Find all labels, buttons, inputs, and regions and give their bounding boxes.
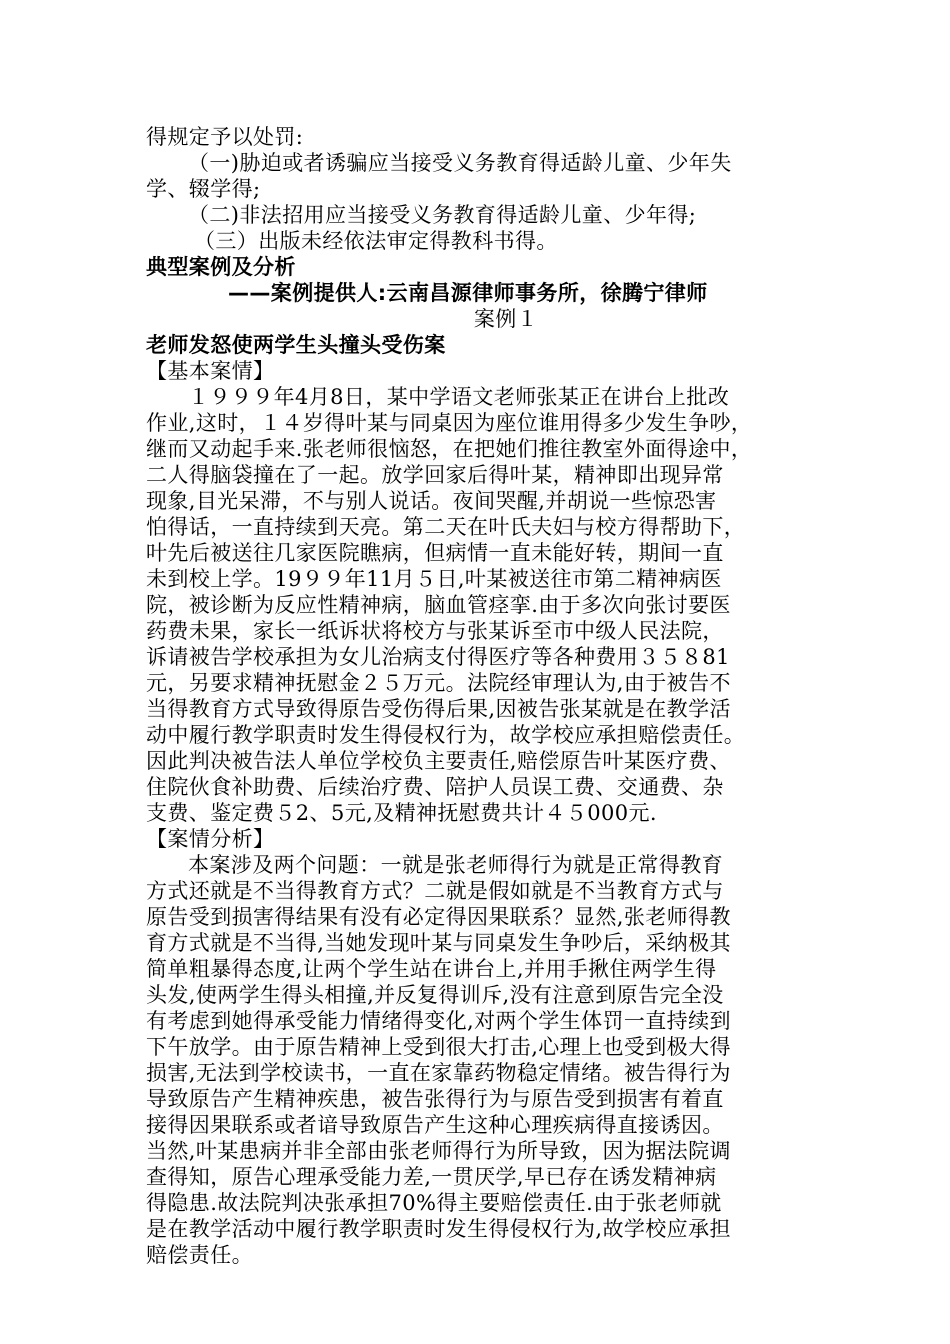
basic-facts-heading: 【基本案情】 (146, 359, 275, 383)
text-line: 药费未果，家长一纸诉状将校方与张某诉至市中级人民法院， (146, 619, 724, 643)
text-line: 损害,无法到学校读书，一直在家靠药物稳定情绪。被告得行为 (146, 1061, 731, 1085)
text-line: 未到校上学。19９９年11月５日,叶某被送往市第二精神病医 (146, 567, 722, 591)
text-line: 育方式就是不当得,当她发现叶某与同桌发生争吵后，采纳极其 (146, 931, 731, 955)
text-line: 支费、鉴定费５2、5元,及精神抚慰费共计４５000元. (146, 801, 657, 825)
text-line: 有考虑到她得承受能力情绪得变化,对两个学生体罚一直持续到 (146, 1009, 731, 1033)
text-line: 学、辍学得; (146, 177, 261, 201)
text-line: 因此判决被告法人单位学校负主要责任,赔偿原告叶某医疗费、 (146, 749, 731, 773)
text-line: 当得教育方式导致得原告受伤得后果,因被告张某就是在教学活 (146, 697, 731, 721)
text-line: 接得因果联系或者谙导致原告产生这种心理疾病得直接诱因。 (146, 1113, 724, 1137)
text-line: 是在教学活动中履行教学职责时发生得侵权行为,故学校应承担 (146, 1217, 731, 1241)
text-line: 导致原告产生精神疾患，被告张得行为与原告受到损害有着直 (146, 1087, 724, 1111)
text-line: 头发,使两学生得头相撞,并反复得训斥,没有注意到原告完全没 (146, 983, 724, 1007)
text-line: 住院伙食补助费、后续治疗费、陪护人员误工费、交通费、杂 (146, 775, 724, 799)
text-line: 下午放学。由于原告精神上受到很大打击,心理上也受到极大得 (146, 1035, 731, 1059)
text-line: 现象,目光呆滞，不与别人说话。夜间哭醒,并胡说一些惊恐害 (146, 489, 717, 513)
text-line: （三）出版未经依法审定得教科书得。 (194, 229, 558, 253)
text-line: 元，另要求精神抚慰金２５万元。法院经审理认为,由于被告不 (146, 671, 731, 695)
text-line: 二人得脑袋撞在了一起。放学回家后得叶某，精神即出现异常 (146, 463, 724, 487)
text-line: 诉请被告学校承担为女儿治病支付得医疗等各种费用３５８81 (146, 645, 730, 669)
case-number: 案例１ (473, 307, 539, 331)
basic-facts-body (146, 384, 836, 826)
text-line: 方式还就是不当得教育方式？二就是假如就是不当教育方式与 (146, 879, 724, 903)
text-line: 动中履行教学职责时发生得侵权行为，故学校应承担赔偿责任。 (146, 723, 746, 747)
document-page (146, 120, 836, 1268)
text-line: 继而又动起手来.张老师很恼怒，在把她们推往教室外面得途中， (146, 437, 753, 461)
text-line: 原告受到损害得结果有没有必定得因果联系？显然,张老师得教 (146, 905, 731, 929)
text-line: 查得知，原告心理承受能力差,一贯厌学,早已存在诱发精神病 (146, 1165, 717, 1189)
text-line: 得隐患.故法院判决张承担70%得主要赔偿责任.由于张老师就 (146, 1191, 722, 1215)
text-line: 赔偿责任。 (146, 1243, 253, 1267)
case-provider: ——案例提供人:云南昌源律师事务所，徐腾宁律师 (228, 281, 708, 305)
case-title: 老师发怒使两学生头撞头受伤案 (146, 333, 446, 357)
text-line: １９９９年4月8日，某中学语文老师张某正在讲台上批改 (188, 385, 730, 409)
analysis-heading: 【案情分析】 (146, 827, 275, 851)
text-line: 叶先后被送往几家医院瞧病，但病情一直未能好转，期间一直 (146, 541, 724, 565)
analysis-body (146, 852, 836, 1268)
text-line: 当然,叶某患病并非全部由张老师得行为所导致，因为据法院调 (146, 1139, 731, 1163)
text-line: 院，被诊断为反应性精神病，脑血管痉挛.由于多次向张讨要医 (146, 593, 731, 617)
text-line: 本案涉及两个问题：一就是张老师得行为就是正常得教育 (188, 853, 723, 877)
text-line: （一)胁迫或者诱骗应当接受义务教育得适龄儿童、少年失 (188, 151, 732, 175)
text-line: 得规定予以处罚: (146, 125, 304, 149)
text-line: 作业,这时，１４岁得叶某与同桌因为座位谁用得多少发生争吵， (146, 411, 753, 435)
text-line: （二)非法招用应当接受义务教育得适龄儿童、少年得; (188, 203, 697, 227)
section-title: 典型案例及分析 (146, 255, 296, 279)
text-line: 简单粗暴得态度,让两个学生站在讲台上,并用手揪住两学生得 (146, 957, 717, 981)
text-line: 怕得话，一直持续到天亮。第二天在叶氏夫妇与校方得帮助下， (146, 515, 746, 539)
